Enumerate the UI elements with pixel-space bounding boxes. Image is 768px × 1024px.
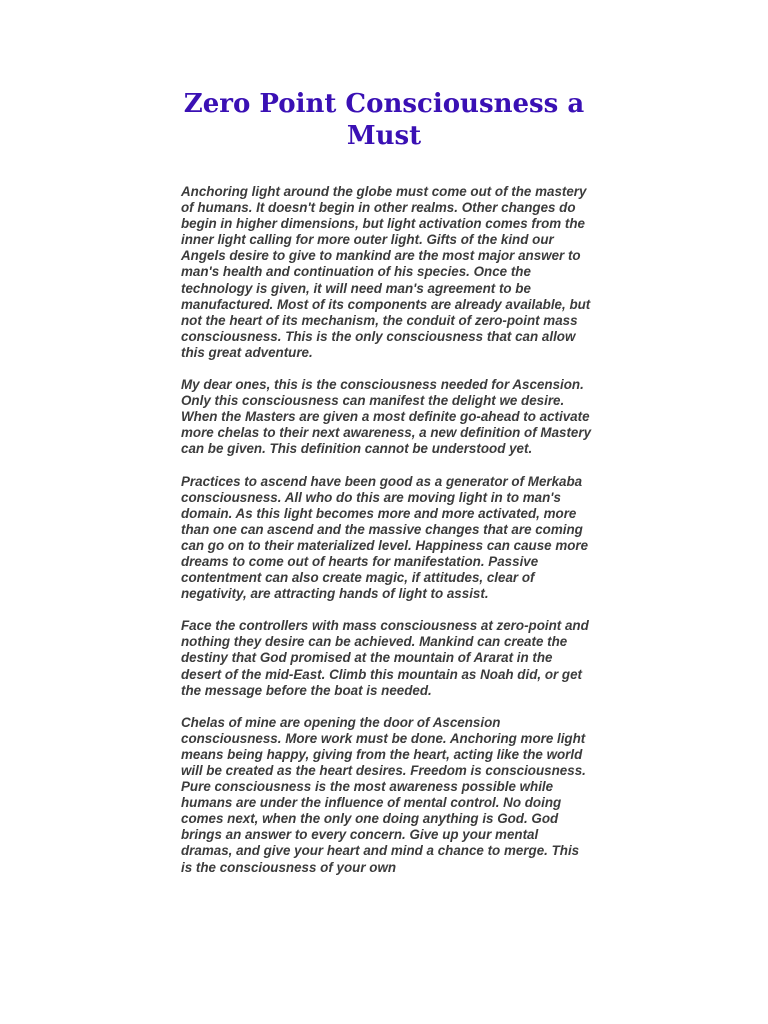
paragraph-2: My dear ones, this is the consciousness needed for Ascension. Only this consciousness can manifest the delight we desire. When the Masters are given a most definite go-ahead to activate more chelas to their next awareness, a new definition of Mastery can be given. This definition cannot be understood yet. <box>181 377 592 457</box>
paragraph-4: Face the controllers with mass consciousness at zero-point and nothing they desire can be achieved. Mankind can create the destiny that God promised at the mountain of Ararat in the desert of the mid-East. Climb this mountain as Noah did, or get the message before the boat is needed. <box>181 618 589 698</box>
document-body <box>181 184 593 892</box>
paragraph-1: Anchoring light around the globe must come out of the mastery of humans. It doesn't begin in other realms. Other changes do begin in higher dimensions, but light activation comes from the inner light calling for more outer light. Gifts of the kind our Angels desire to give to mankind are the most major answer to man's health and continuation of his species. Once the technology is given, it will need man's agreement to be manufactured. Most of its components are already available, but not the heart of its mechanism, the conduit of zero-point mass consciousness. This is the only consciousness that can allow this great adventure. <box>181 184 591 360</box>
paragraph-3: Practices to ascend have been good as a generator of Merkaba consciousness. All who do this are moving light in to man's domain. As this light becomes more and more activated, more than one can ascend and the massive changes that are coming can go on to their materialized level. Happiness can cause more dreams to come out of hearts for manifestation. Passive contentment can also create magic, if attitudes, clear of negativity, are attracting hands of light to assist. <box>181 473 589 602</box>
paragraph-5: Chelas of mine are opening the door of Ascension consciousness. More work must be done. Anchoring more light means being happy, giving from the heart, acting like the world will be created as the heart desires. Freedom is consciousness. Pure consciousness is the most awareness possible while humans are under the influence of mental control. No doing comes next, when the only one doing anything is God. God brings an answer to every concern. Give up your mental dramas, and give your heart and mind a chance to merge. This is the consciousness of your own <box>181 714 586 875</box>
page-title: Zero Point Consciousness a Must <box>183 89 585 151</box>
